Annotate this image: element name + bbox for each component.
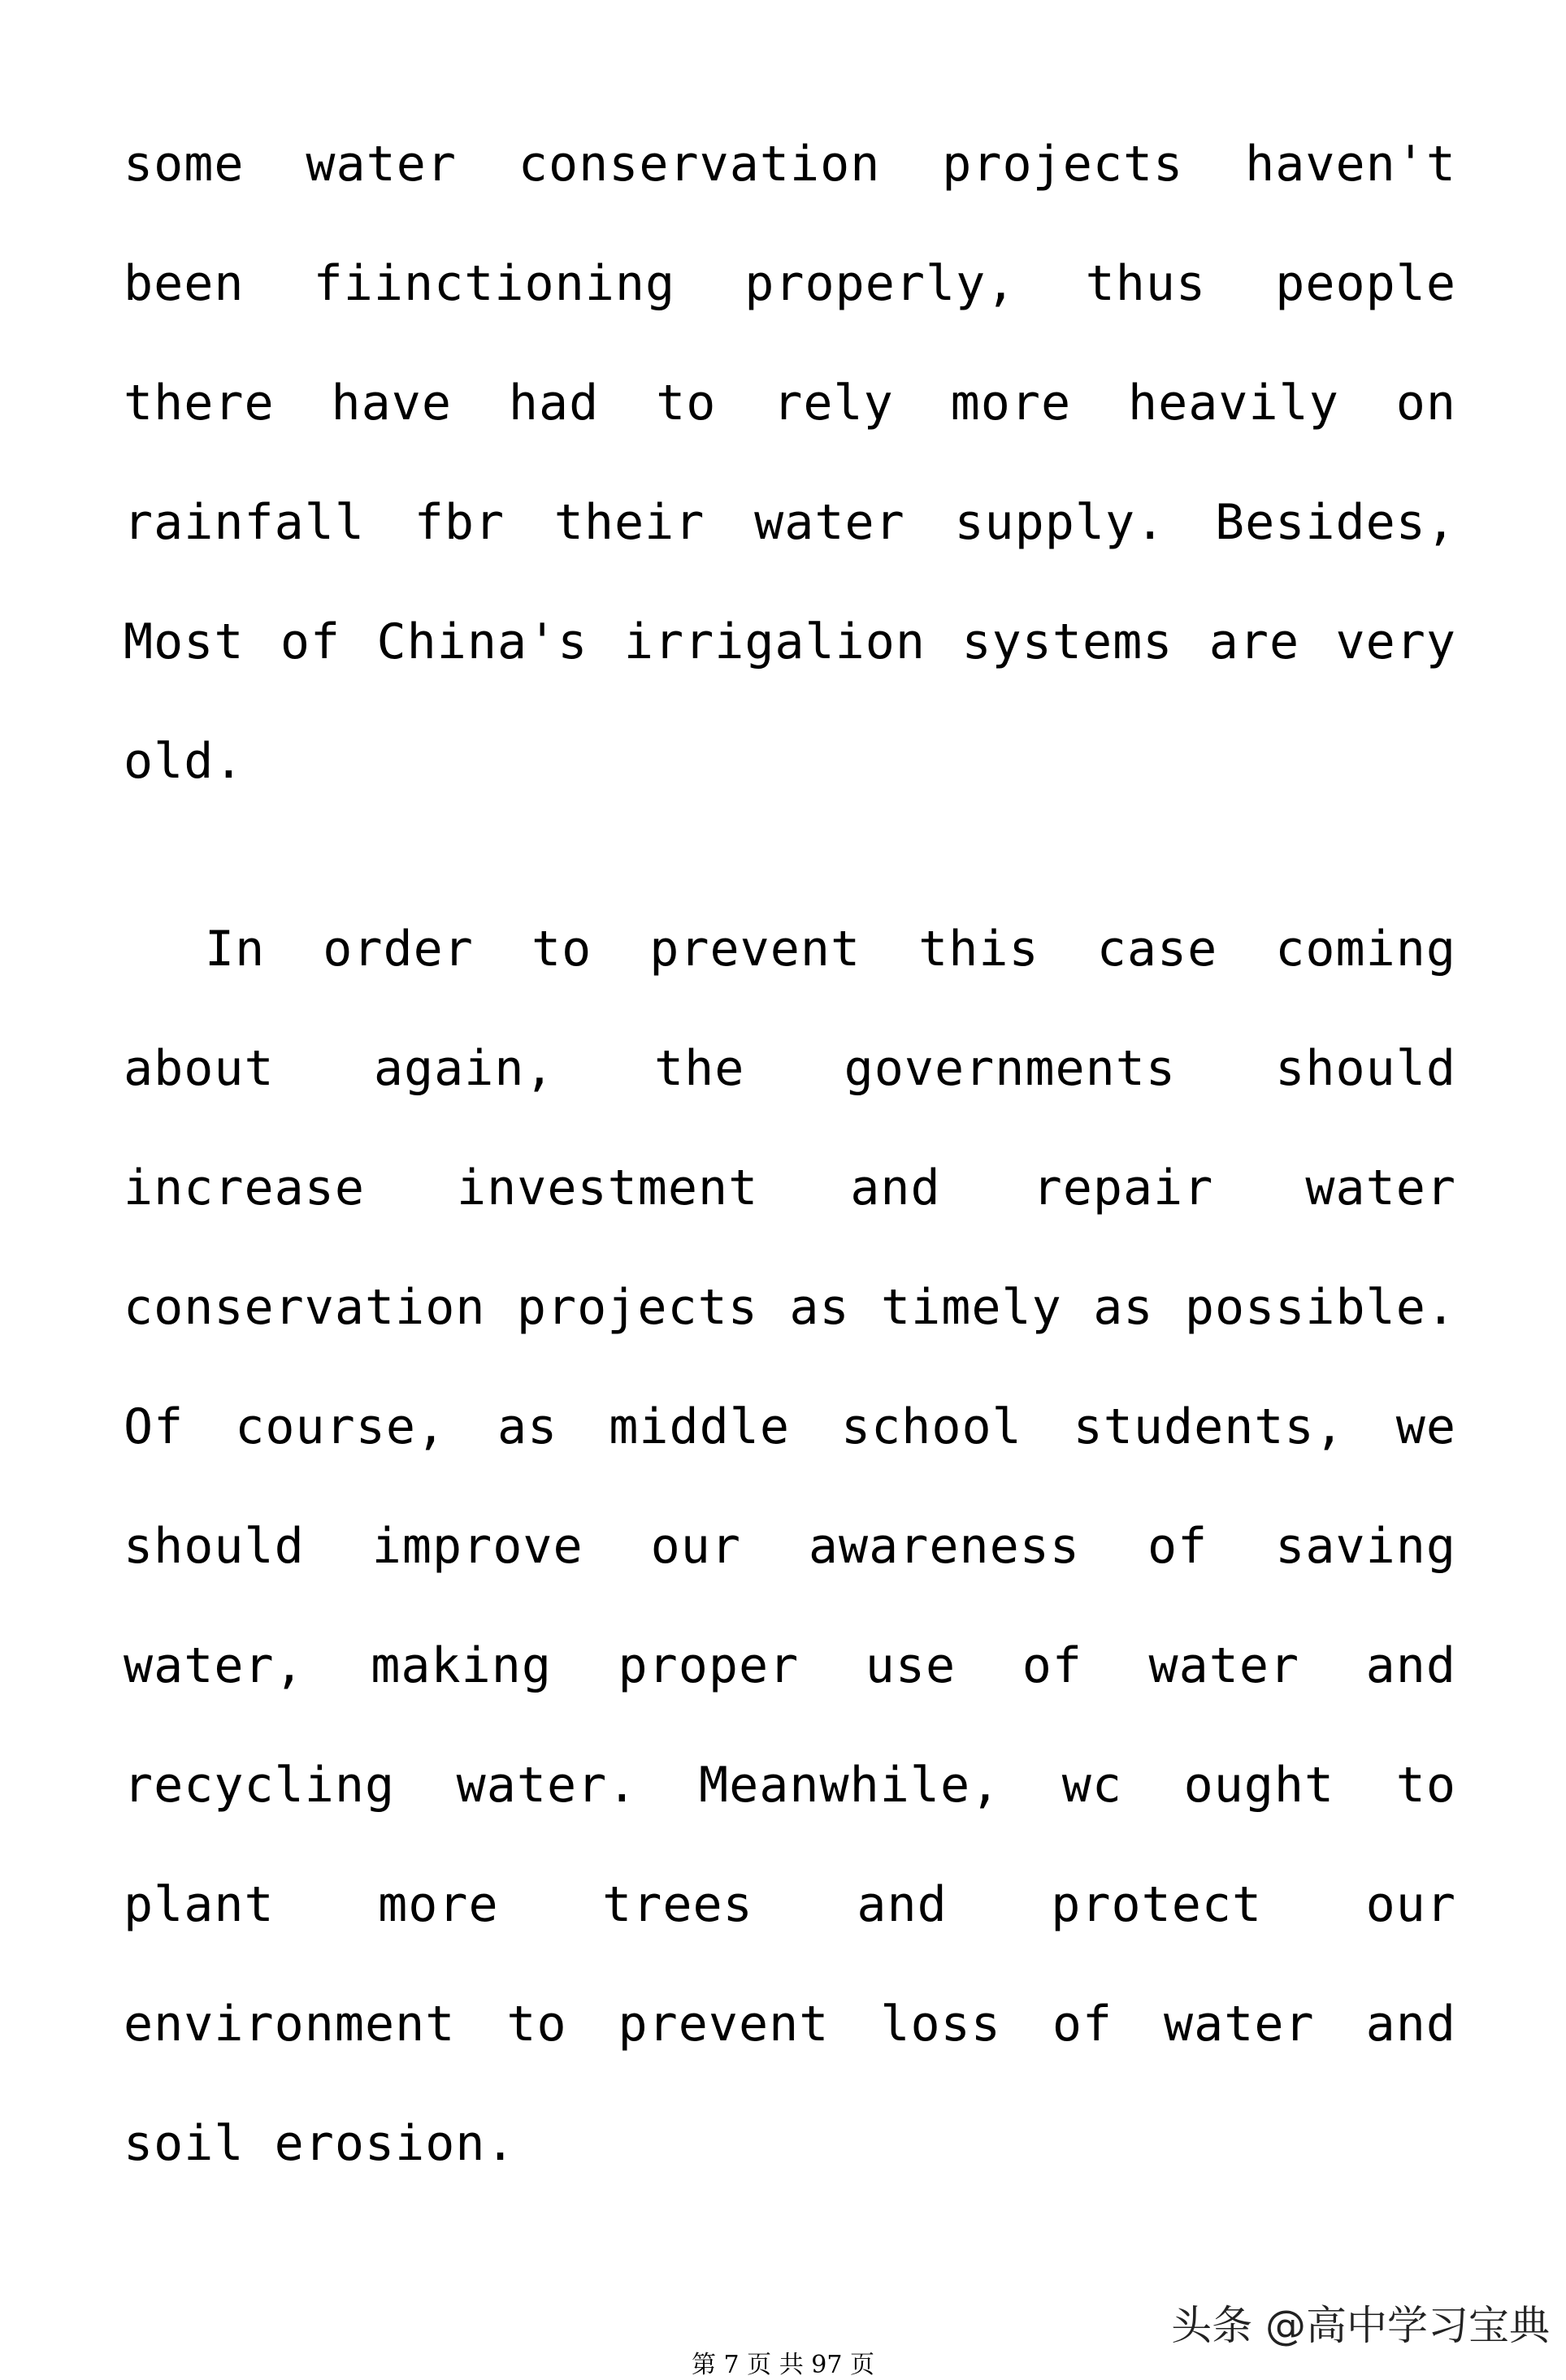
text-line: old. bbox=[124, 733, 245, 790]
text-line: Most of China's irrigalion systems are very bbox=[124, 613, 1456, 670]
text-line: some water conservation projects haven't bbox=[124, 136, 1456, 193]
text-line: there have had to rely more heavily on bbox=[124, 375, 1456, 431]
text-line: increase investment and repair water bbox=[124, 1160, 1456, 1216]
text-line: Of course, as middle school students, we bbox=[124, 1398, 1456, 1455]
paragraph-2 bbox=[124, 890, 1456, 2204]
text-line: In order to prevent this case coming bbox=[205, 921, 1456, 978]
text-line: should improve our awareness of saving bbox=[124, 1518, 1456, 1575]
text-line: recycling water. Meanwhile, wc ought to bbox=[124, 1757, 1456, 1814]
text-line: rainfall fbr their water supply. Besides, bbox=[124, 494, 1456, 551]
text-line: plant more trees and protect our bbox=[124, 1876, 1456, 1933]
watermark-label: 头条 @高中学习宝典 bbox=[1171, 2302, 1550, 2349]
text-line: conservation projects as timely as possible. bbox=[124, 1279, 1456, 1336]
text-line: environment to prevent loss of water and bbox=[124, 1996, 1456, 2053]
text-line: soil erosion. bbox=[124, 2115, 516, 2172]
text-line: about again, the governments should bbox=[124, 1040, 1456, 1097]
text-line: been fiinctioning properly, thus people bbox=[124, 255, 1456, 312]
text-line: water, making proper use of water and bbox=[124, 1637, 1456, 1694]
paragraph-1 bbox=[124, 105, 1456, 822]
page-number-footer: 第 7 页 共 97 页 bbox=[692, 2351, 874, 2379]
